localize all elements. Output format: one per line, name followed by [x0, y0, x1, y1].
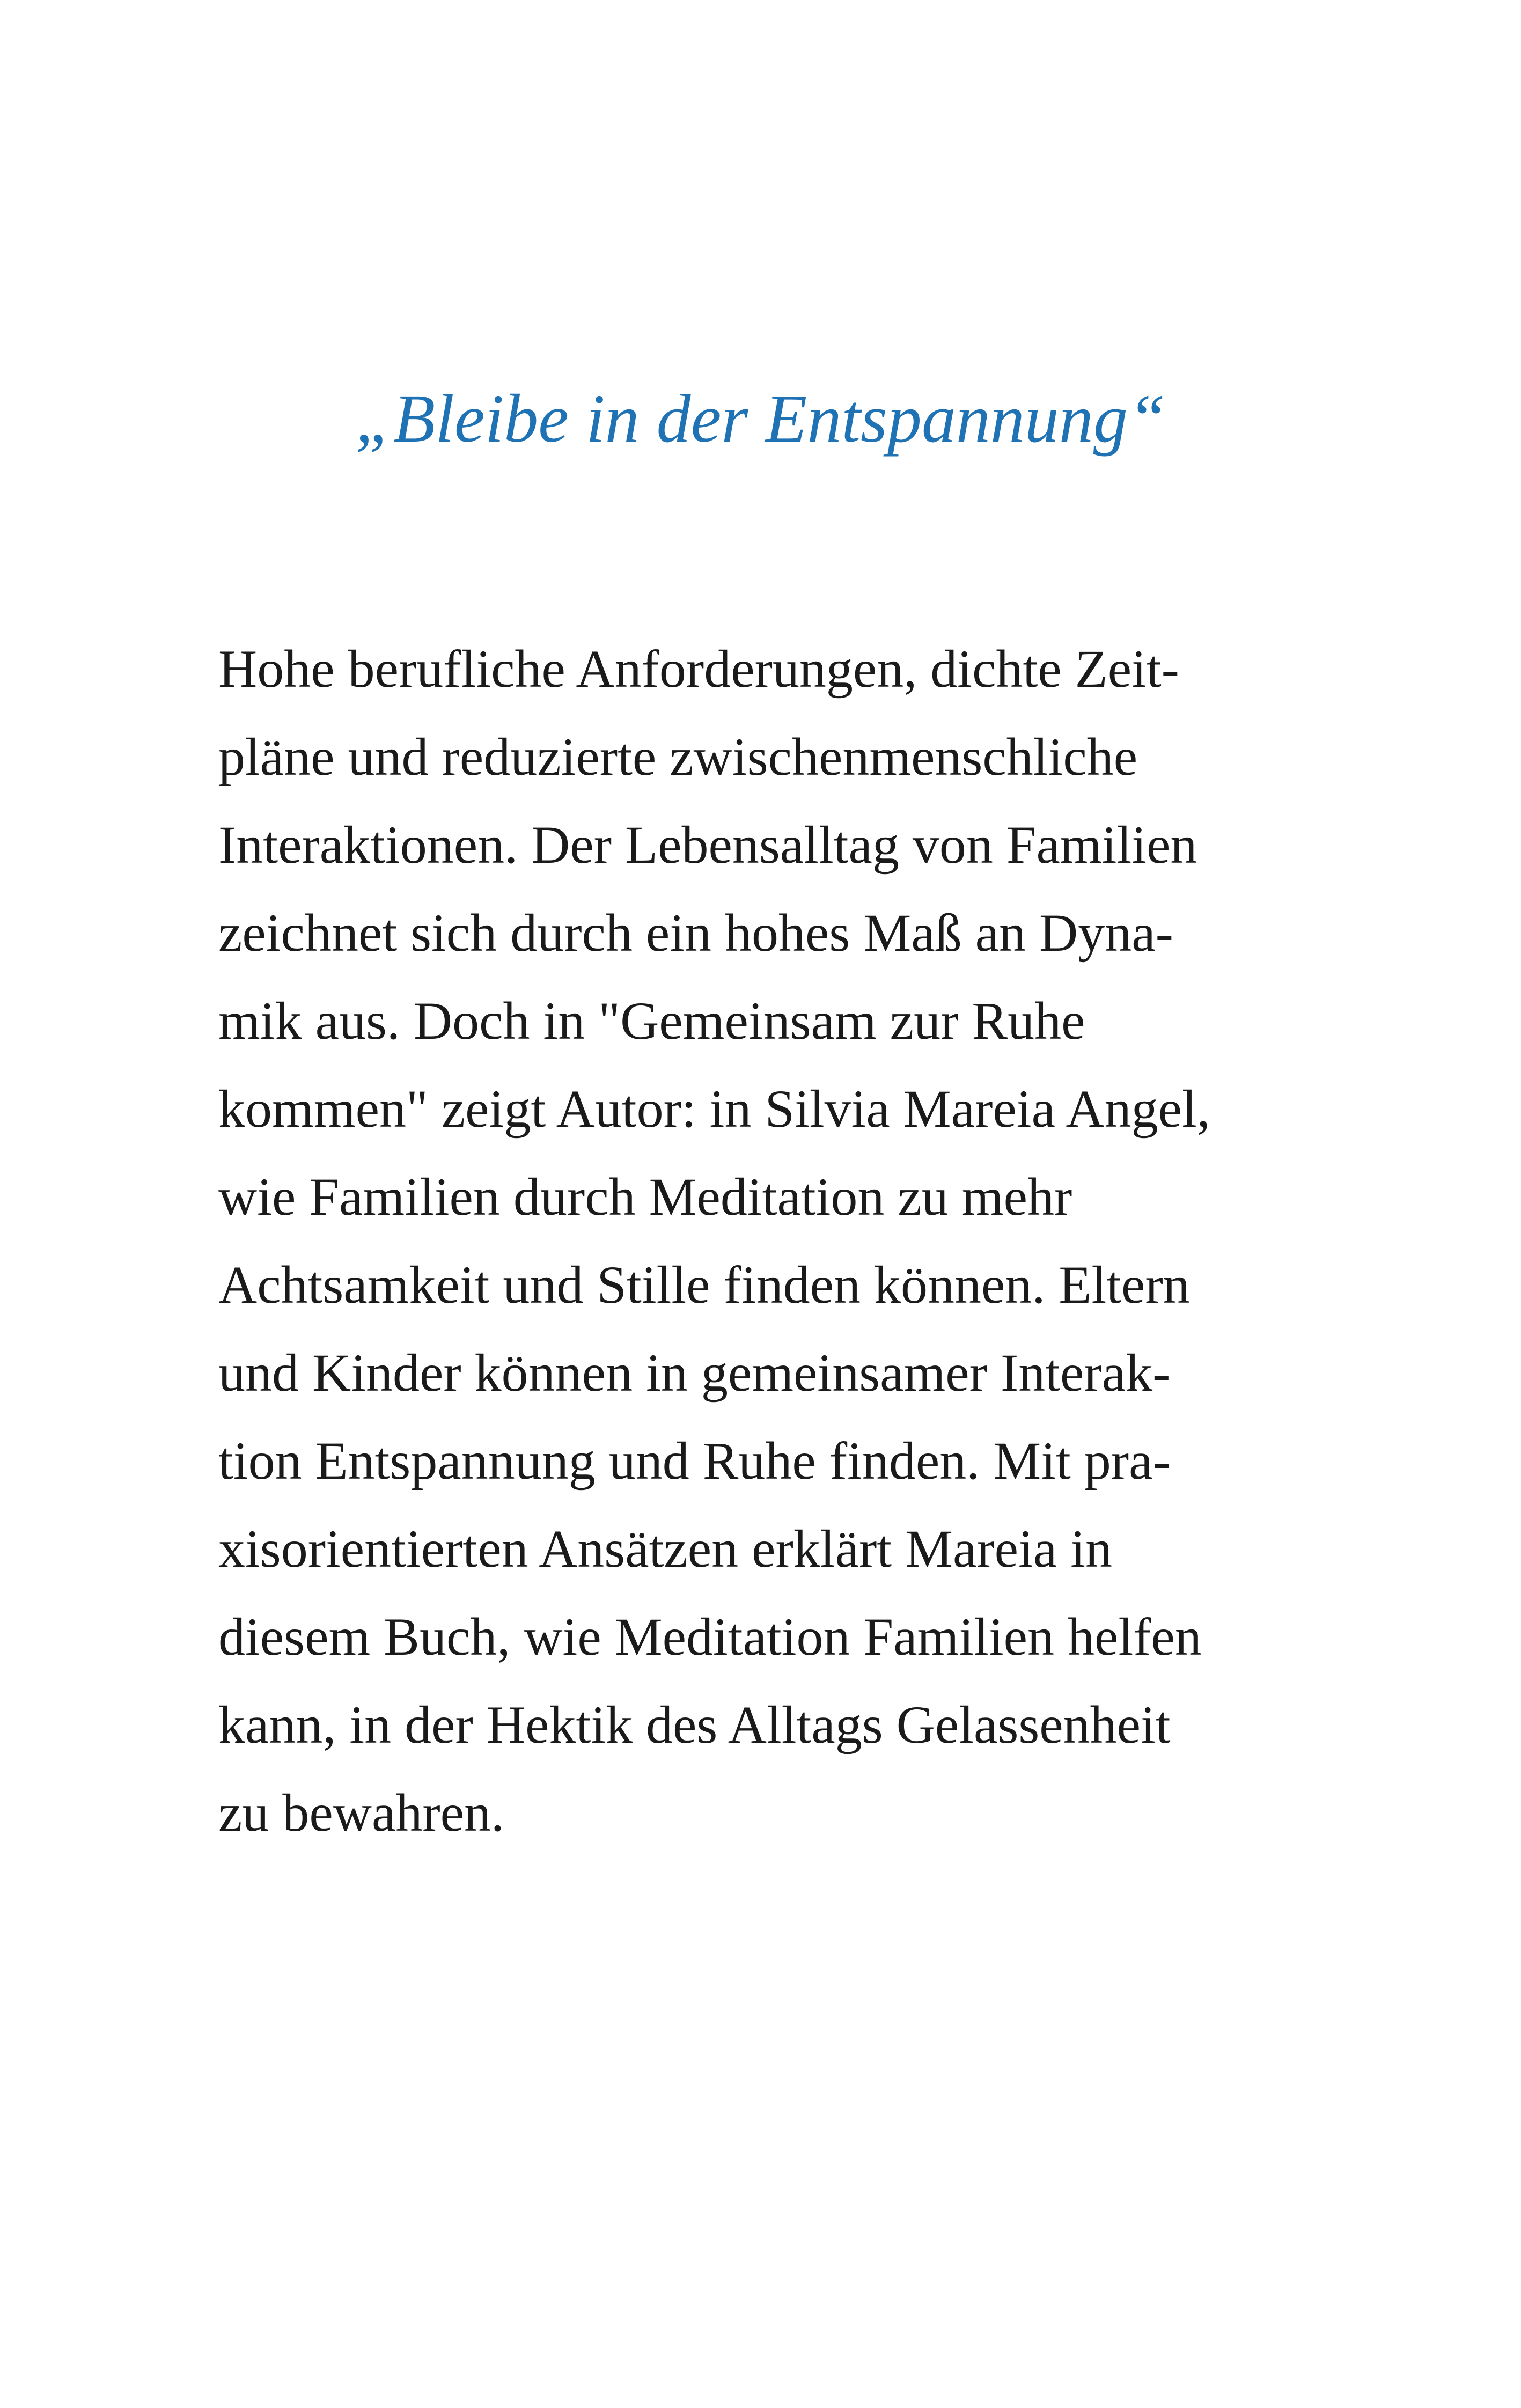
body-line: Interaktionen. Der Lebensalltag von Familien: [218, 815, 1197, 875]
body-line: kommen" zeigt Autor: in Silvia Mareia Angel,: [218, 1079, 1210, 1139]
body-line: xisorientierten Ansätzen erklärt Mareia in: [218, 1519, 1113, 1579]
body-line: diesem Buch, wie Meditation Familien helfen: [218, 1607, 1202, 1666]
page-title: „Bleibe in der Entspannung“: [355, 380, 1166, 457]
body-line: Achtsamkeit und Stille finden können. Eltern: [218, 1255, 1190, 1315]
body-line: pläne und reduzierte zwischenmenschliche: [218, 727, 1138, 787]
body-line: Hohe berufliche Anforderungen, dichte Zeit-: [218, 639, 1179, 699]
body-line: zu bewahren.: [218, 1783, 505, 1842]
body-line: kann, in der Hektik des Alltags Gelassenheit: [218, 1695, 1171, 1754]
body-line: und Kinder können in gemeinsamer Interak-: [218, 1343, 1171, 1403]
body-paragraph: [218, 625, 1345, 1857]
body-line: wie Familien durch Meditation zu mehr: [218, 1167, 1072, 1227]
body-line: zeichnet sich durch ein hohes Maß an Dyna-: [218, 903, 1173, 963]
body-line: tion Entspannung und Ruhe finden. Mit pra-: [218, 1431, 1171, 1491]
body-line: mik aus. Doch in "Gemeinsam zur Ruhe: [218, 991, 1085, 1051]
